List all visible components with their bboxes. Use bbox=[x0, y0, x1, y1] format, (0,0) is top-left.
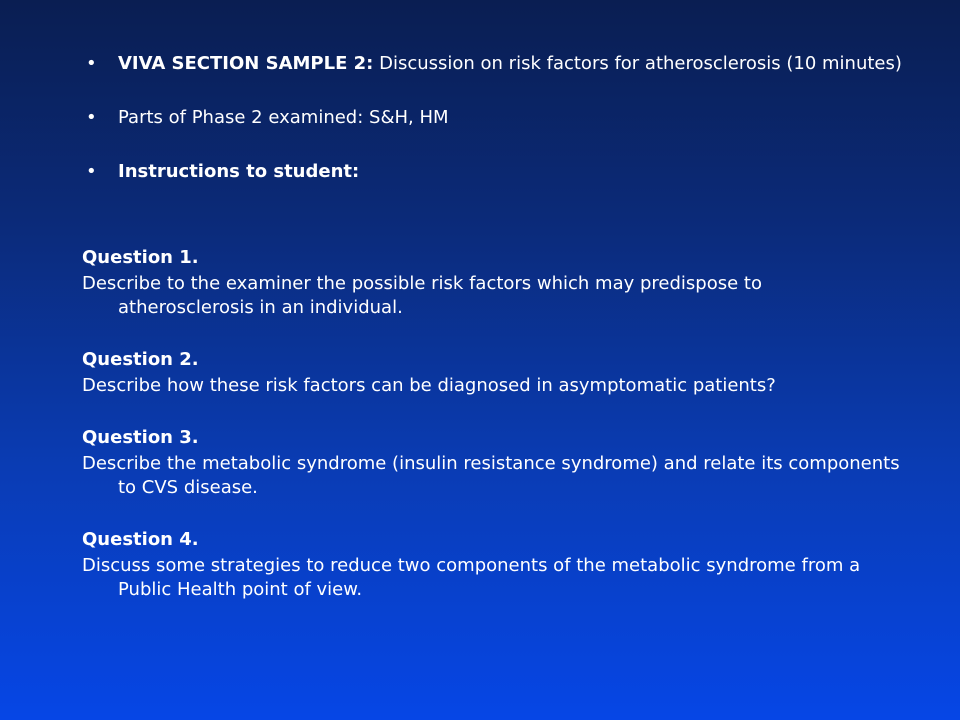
question-title: Question 4. bbox=[82, 529, 199, 550]
questions-section bbox=[82, 246, 902, 630]
bullet-list bbox=[82, 52, 902, 214]
question-block-1 bbox=[82, 246, 902, 320]
question-text: Describe how these risk factors can be diagnosed in asymptomatic patients? bbox=[82, 375, 776, 396]
question-block-2 bbox=[82, 348, 902, 398]
bullet-item-viva-section bbox=[82, 52, 902, 76]
instructions-heading: Instructions to student: bbox=[118, 161, 360, 182]
bullet-item-instructions bbox=[82, 160, 902, 184]
question-block-4 bbox=[82, 528, 902, 602]
viva-section-label: VIVA SECTION SAMPLE 2: bbox=[118, 53, 374, 74]
bullet-item-parts-examined bbox=[82, 106, 902, 130]
bullet-icon: • bbox=[86, 107, 97, 128]
question-title: Question 3. bbox=[82, 427, 199, 448]
parts-examined-text: Parts of Phase 2 examined: S&H, HM bbox=[118, 107, 449, 128]
question-text: Describe the metabolic syndrome (insulin resistance syndrome) and relate its components to CVS disease. bbox=[82, 453, 900, 498]
question-text: Describe to the examiner the possible risk factors which may predispose to atherosclerosis in an individual. bbox=[82, 273, 762, 318]
bullet-icon: • bbox=[86, 161, 97, 182]
question-title: Question 2. bbox=[82, 349, 199, 370]
question-text: Discuss some strategies to reduce two components of the metabolic syndrome from a Public Health point of view. bbox=[82, 555, 861, 600]
viva-section-description: Discussion on risk factors for atherosclerosis (10 minutes) bbox=[373, 53, 902, 74]
bullet-icon: • bbox=[86, 53, 97, 74]
question-title: Question 1. bbox=[82, 247, 199, 268]
question-block-3 bbox=[82, 426, 902, 500]
